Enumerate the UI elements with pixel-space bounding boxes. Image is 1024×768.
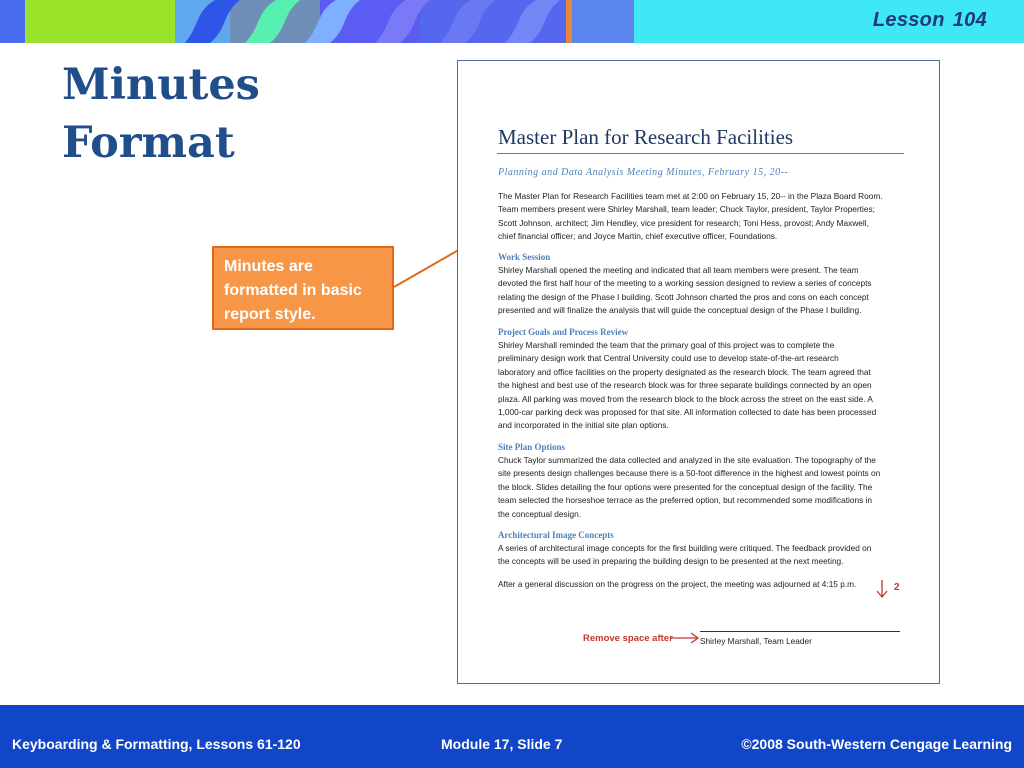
spacing-note: 2 — [894, 582, 900, 593]
paragraph-line: relating the design of the Phase I building. Scott Johnson charted the pros and cons on each concept — [498, 291, 869, 302]
paragraph-line: site presents design challenges because there is a 50-foot difference in the highest and lowest points on — [498, 468, 881, 479]
paragraph-line: the block. Slides detailing the four options were presented for the conceptual design of the facility. The — [498, 481, 873, 492]
title-rule — [497, 153, 904, 154]
callout-line3: report style. — [224, 306, 316, 323]
callout-line1: Minutes are — [224, 258, 313, 275]
paragraph-line: the highest and best use of the research block was for three separate buildings connected by an open — [498, 380, 872, 391]
work-session-paragraph — [498, 264, 872, 318]
document-subtitle: Planning and Data Analysis Meeting Minutes, February 15, 20-- — [498, 167, 789, 178]
paragraph-line: 1,000-car parking deck was proposed for that site. All information collected to date has been processed — [498, 407, 877, 418]
paragraph-line: and incorporated in the initial site plan options. — [498, 420, 669, 431]
paragraph-line: preliminary design work that Central University could use to develop state-of-the-art research — [498, 353, 839, 364]
paragraph-line: team selected the horseshoe terrace as the preferred option, but recommended some modifications in — [498, 495, 873, 506]
callout-box — [212, 246, 394, 330]
intro-line: Scott Johnson, architect; Jim Hendley, vice president for research; Toni Hess, provost; Andy Maxwell, — [498, 217, 869, 228]
closing-line: After a general discussion on the progress on the project, the meeting was adjourned at 4:15 p.m. — [498, 579, 857, 589]
section-heading-work-session: Work Session — [498, 252, 551, 262]
footer-course: Keyboarding & Formatting, Lessons 61-120 — [12, 736, 301, 752]
intro-line: Team members present were Shirley Marshall, team leader; Chuck Taylor, president, Taylor Properties; — [498, 204, 875, 215]
paragraph-line: laboratory and office facilities on the property designated as the research block. The team agreed that — [498, 366, 871, 377]
lesson-indicator — [873, 9, 987, 32]
lesson-label: Lesson — [872, 9, 945, 31]
architectural-paragraph — [498, 542, 871, 569]
site-plan-paragraph — [498, 454, 880, 521]
banner-waves — [0, 0, 640, 43]
paragraph-line: Shirley Marshall reminded the team that the primary goal of this project was to complete the — [498, 340, 835, 350]
paragraph-line: the concepts will be used in preparing the building design to be presented at the next meeting. — [498, 556, 844, 567]
footer-bar — [0, 705, 1024, 768]
intro-line: The Master Plan for Research Facilities team met at 2:00 on February 15, 20-- in the Plaza Board Room. — [498, 191, 883, 201]
section-heading-project-goals: Project Goals and Process Review — [498, 327, 629, 337]
down-arrow-icon — [874, 579, 890, 599]
slide-title-line1: Minutes — [62, 60, 260, 110]
closing-paragraph — [498, 578, 856, 591]
slide-title — [62, 56, 260, 172]
paragraph-line: plaza. All parking was moved from the research block to the block across the street on the east side. A — [498, 393, 873, 404]
right-arrow-icon — [670, 632, 700, 644]
intro-paragraph — [498, 190, 883, 244]
intro-line: chief financial officer; and Joyce Martin, chief executive officer, Foundations. — [498, 231, 778, 242]
project-goals-paragraph — [498, 339, 876, 433]
paragraph-line: Shirley Marshall opened the meeting and indicated that all team members were present. The team — [498, 265, 859, 275]
footer-slide-number: Module 17, Slide 7 — [441, 736, 563, 752]
slide-title-line2: Format — [62, 118, 235, 168]
paragraph-line: A series of architectural image concepts for the first building were critiqued. The feedback provided on — [498, 543, 872, 553]
paragraph-line: the conceptual design. — [498, 508, 582, 519]
callout-line2: formatted in basic — [224, 282, 362, 299]
footer-copyright: ©2008 South-Western Cengage Learning — [741, 736, 1012, 752]
paragraph-line: Chuck Taylor summarized the data collected and analyzed in the site evaluation. The topography of the — [498, 455, 876, 465]
document-sample — [457, 60, 940, 684]
signature-name: Shirley Marshall, Team Leader — [700, 636, 812, 646]
document-title: Master Plan for Research Facilities — [498, 125, 794, 149]
lesson-number: 104 — [952, 9, 987, 31]
section-heading-site-plan: Site Plan Options — [498, 442, 566, 452]
signature-line — [700, 631, 900, 632]
header-banner — [0, 0, 1024, 43]
remove-space-note: Remove space after — [583, 633, 673, 644]
paragraph-line: presented and will finalize the analysis that will guide the conceptual design of the Phase I building. — [498, 305, 862, 316]
paragraph-line: devoted the first half hour of the meeting to a working session designed to review a series of concepts — [498, 278, 872, 289]
section-heading-architectural: Architectural Image Concepts — [498, 530, 614, 540]
